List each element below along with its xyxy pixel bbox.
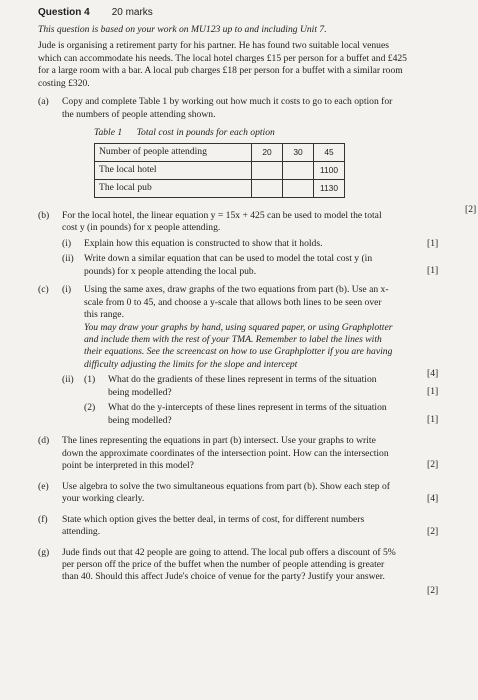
part-b-i-text: Explain how this equation is constructed to show that it holds. [84,237,323,249]
question-header [38,6,468,19]
part-a-label: (a) [38,96,49,108]
question-number: Question 4 [38,7,90,18]
part-d [38,435,468,472]
part-b-text: For the local hotel, the linear equation y = 15x + 425 can be used to model the total cost y (in pounds) for x people attending. [62,209,382,234]
part-c-ii-1-mark: [1] [427,386,439,398]
part-c-ii-label: (ii) [62,374,74,386]
part-c-i-note: You may draw your graphs by hand, using squared paper, or using Graphplotter and include them with the rest of your TMA. Remember to label the lines with their equations. See the screencast on how to use Graphplotter if you are having difficulty adjusting the limits for the slope and intercept [84,321,393,370]
part-b-i-mark: [1] [427,237,439,249]
part-b-label: (b) [38,209,50,221]
part-f-text: State which option gives the better deal, in terms of cost, for different numbers attending. [62,513,365,538]
part-e-label: (e) [38,480,49,492]
part-c-label: (c) [38,284,49,296]
part-c-ii-1 [84,374,468,399]
table-row [95,179,345,197]
part-b [38,210,468,278]
part-c-ii [62,374,468,427]
part-c-ii-1-text: What do the gradients of these lines represent in terms of the situation being modelled? [108,374,377,398]
table-cell [252,179,283,197]
part-g-text: Jude finds out that 42 people are going to attend. The local pub offers a discount of 5% per person off the price of the buffet when the number of people attending is greater than 40. Should this affect Jude's choice of venue for the party? Justify your answer. [62,546,396,583]
part-c-i-label: (i) [62,284,72,296]
part-a [38,96,477,216]
table-cell: The local hotel [95,161,252,179]
part-c-ii-2-mark: [1] [427,414,439,426]
part-f-label: (f) [38,513,48,525]
cost-table [94,143,345,198]
part-c-i-mark: [4] [427,368,439,380]
table-header-cell: 20 [252,143,283,161]
part-g-label: (g) [38,546,50,558]
table-header-cell: 45 [314,143,345,161]
table-header-cell: Number of people attending [95,143,252,161]
part-d-mark: [2] [427,459,439,471]
part-e-mark: [4] [427,492,439,504]
intro-text: Jude is organising a retirement party for his partner. He has found two suitable local venues which can accommodate his needs. The local hotel charges £15 per person for a buffet and £425 for a large room with a bar. A local pub charges £18 per person for a buffet with a similar room costing £320. [38,40,407,89]
part-f-mark: [2] [427,525,439,537]
part-b-ii-mark: [1] [427,265,439,277]
part-c-ii-1-label: (1) [84,374,96,386]
table-cell: The local pub [95,179,252,197]
part-c [38,284,468,427]
part-c-ii-2-label: (2) [84,402,96,414]
question-marks: 20 marks [111,7,153,18]
part-b-ii-text: Write down a similar equation that can be used to model the total cost y (in pounds) for x people attending the local pub. [84,253,373,277]
part-a-text: Copy and complete Table 1 by working out how much it costs to go to each option for the numbers of people attending shown. [62,96,393,120]
table-row [95,161,345,179]
part-c-i-text: Using the same axes, draw graphs of the two equations from part (b). Use an x-scale from 0 to 45, and choose a y-scale that allows both lines to be seen over this range. [84,284,389,321]
part-d-label: (d) [38,435,50,447]
part-b-ii-label: (ii) [62,253,74,265]
table-caption-text: Total cost in pounds for each option [136,127,275,139]
part-e-text: Use algebra to solve the two simultaneous equations from part (b). Show each step of your working clearly. [62,480,390,505]
part-c-ii-2-text: What do the y-intercepts of these lines represent in terms of the situation being modelled? [108,402,387,426]
table-header-cell: 30 [283,143,314,161]
table-cell [252,161,283,179]
table-header-row [95,143,345,161]
part-b-ii [62,253,468,278]
table-cell [283,179,314,197]
part-b-i [62,238,468,250]
intro-note: This question is based on your work on MU123 up to and including Unit 7. [38,24,327,35]
table-caption [94,127,468,139]
part-a-mark: [2] [465,204,477,216]
table-cell: 1130 [314,179,345,197]
part-g [38,546,468,596]
part-g-mark: [2] [427,584,439,596]
part-b-i-label: (i) [62,237,72,249]
part-e [38,481,468,506]
part-f [38,514,468,539]
table-cell: 1100 [314,161,345,179]
table-cell [283,161,314,179]
part-d-text: The lines representing the equations in part (b) intersect. Use your graphs to write down the approximate coordinates of the intersection point. How can the intersection point be interpreted in this model? [62,435,389,472]
part-c-ii-2 [84,402,468,427]
table-caption-label: Table 1 [94,127,123,139]
